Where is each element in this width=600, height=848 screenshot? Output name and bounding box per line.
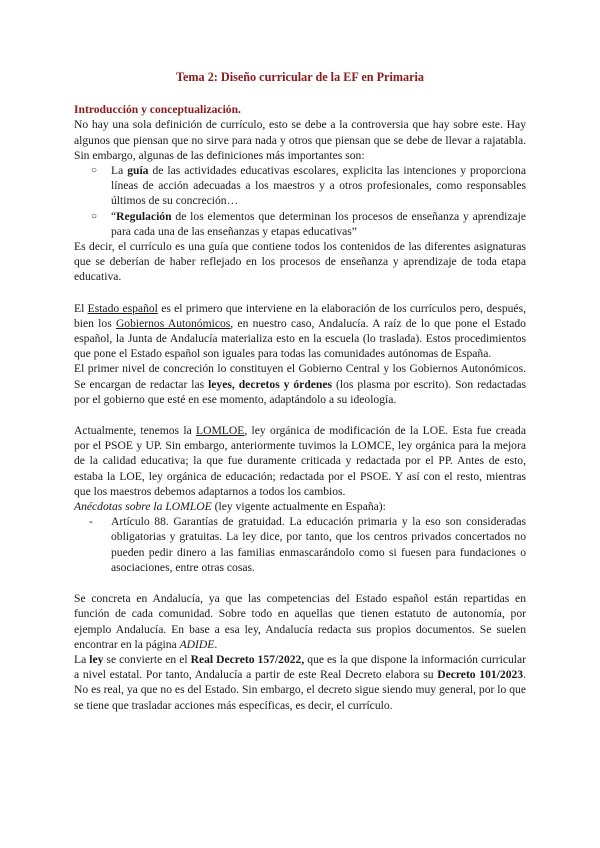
body-text: (ley vigente actualmente en España):	[211, 500, 386, 514]
body-text: La	[74, 652, 90, 666]
italic-term: Anécdotas sobre la LOMLOE	[74, 500, 212, 514]
circle-bullet-icon: ○	[91, 210, 98, 222]
body-text: (los plasma por escrito). Son redactadas por el gobierno que esté en ese momento, adaptándolo a su ideología.	[74, 377, 526, 406]
body-text: que es la que dispone la información curricular a nivel estatal. Por tanto, Andalucía a partir de este Real Decreto elabora su	[74, 652, 527, 682]
body-text: . No es real, ya que no es del Estado. Sin embargo, el decreto sigue siendo muy general, por lo que se tiene que trasladar acciones más específicas, es decir, el currículo.	[74, 668, 526, 712]
section-heading-intro: Introducción y conceptualización.	[74, 103, 241, 117]
list-item	[89, 514, 526, 575]
body-text: , ley orgánica de modificación de la LOE. Esta fue creada por el PSOE y UP. Sin embargo, anteriormente tuvimos la LOMCE, ley orgánica para la mejora de la calidad educativa; la que fue duramente criticada y redactada por el PP. Antes de esto, estaba la LOE, ley orgánica de educación; redactada por el PSOE. Y así con el resto, mientras que los maestros debemos adaptarnos a todos los cambios.	[74, 424, 526, 498]
definition-keyword: Regulación	[116, 209, 172, 223]
closing-paragraph: Es decir, el currículo es una guía que contiene todos los contenidos de las diferentes asignaturas que se deberían de haber reflejado en los procesos de enseñanza y aprendizaje de toda etapa educativa.	[74, 240, 526, 284]
paragraph-gap	[74, 407, 526, 423]
body-text: .	[214, 637, 218, 651]
anecdote-heading	[74, 499, 526, 514]
state-paragraph	[74, 301, 526, 362]
body-text: El primer nivel de concreción lo constituyen el Gobierno Central y los Gobiernos Autonómicos. Se encargan de redactar las	[74, 362, 526, 391]
decree-paragraph	[74, 652, 526, 713]
list-item	[91, 163, 526, 209]
intro-paragraph: No hay una sola definición de currículo, esto se debe a la controversia que hay sobre este. Hay algunos que piensan que no sirve para nada y otros que piensan que se debe de llevar a rajatabla. Sin embargo, algunas de las definiciones más importantes son:	[74, 118, 526, 162]
body-text: se convierte en el	[103, 652, 191, 666]
definition-text: de los elementos que determinan los procesos de enseñanza y aprendizaje para cada una de las enseñanzas y etapas educativas”	[111, 209, 526, 238]
bold-term: leyes, decretos y órdenes	[208, 377, 333, 391]
anecdote-list	[74, 514, 526, 575]
circle-bullet-icon: ○	[91, 165, 98, 177]
bold-term: Real Decreto 157/2022,	[190, 652, 305, 666]
body-text: Se concreta en Andalucía, ya que las competencias del Estado español están repartidas en función de cada comunidad. Sobre todo en aquellas que tienen estatuto de autonomía, por ejemplo Andalucía. En base a esa ley, Andalucía redacta sus propios documentos. Se suelen encontrar en la página	[74, 592, 526, 651]
bold-term: Decreto 101/2023	[437, 668, 524, 682]
underlined-term: Estado español	[87, 301, 158, 315]
bold-term: ley	[89, 652, 104, 666]
definition-text: La	[111, 164, 128, 178]
list-item	[91, 209, 526, 239]
body-text: El	[74, 301, 88, 315]
definition-keyword: guía	[127, 164, 149, 178]
anecdote-text: Artículo 88. Garantías de gratuidad. La educación primaria y la eso son consideradas obligatorias y gratuitas. La ley dice, por tanto, que los centros privados concertados no pueden pedir dinero a las familias enmascarándolo como si fuesen para fundaciones o asociaciones, entre otras cosas.	[111, 515, 526, 574]
document-page	[74, 70, 526, 713]
definition-text: “	[111, 209, 117, 223]
paragraph-gap	[74, 575, 526, 591]
page-title: Tema 2: Diseño curricular de la EF en Primaria	[175, 70, 424, 84]
concretion-paragraph	[74, 361, 526, 407]
definition-text: de las actividades educativas escolares, explicita las intenciones y proporciona líneas de acción adecuadas a los maestros y a otros profesionales, como responsables últimos de su concreción…	[111, 164, 526, 208]
body-text: , en nuestro caso, Andalucía. A raíz de lo que pone el Estado español, la Junta de Andalucía materializa esto en la escuela (lo traslada). Estos procedimientos que pone el Estado español son iguales para todas las comunidades autónomas de España.	[74, 316, 526, 361]
body-text: es el primero que interviene en la elaboración de los currículos pero, después, bien los	[74, 301, 526, 330]
underlined-term: Gobiernos Autonómicos	[115, 316, 231, 330]
paragraph-gap	[74, 285, 526, 301]
body-text: Actualmente, tenemos la	[74, 424, 197, 438]
lomloe-paragraph	[74, 423, 526, 499]
dash-bullet-icon: -	[89, 515, 93, 529]
italic-term: ADIDE	[179, 637, 215, 651]
definition-list	[74, 163, 526, 239]
andalucia-paragraph	[74, 591, 526, 652]
underlined-term: LOMLOE	[196, 424, 245, 438]
